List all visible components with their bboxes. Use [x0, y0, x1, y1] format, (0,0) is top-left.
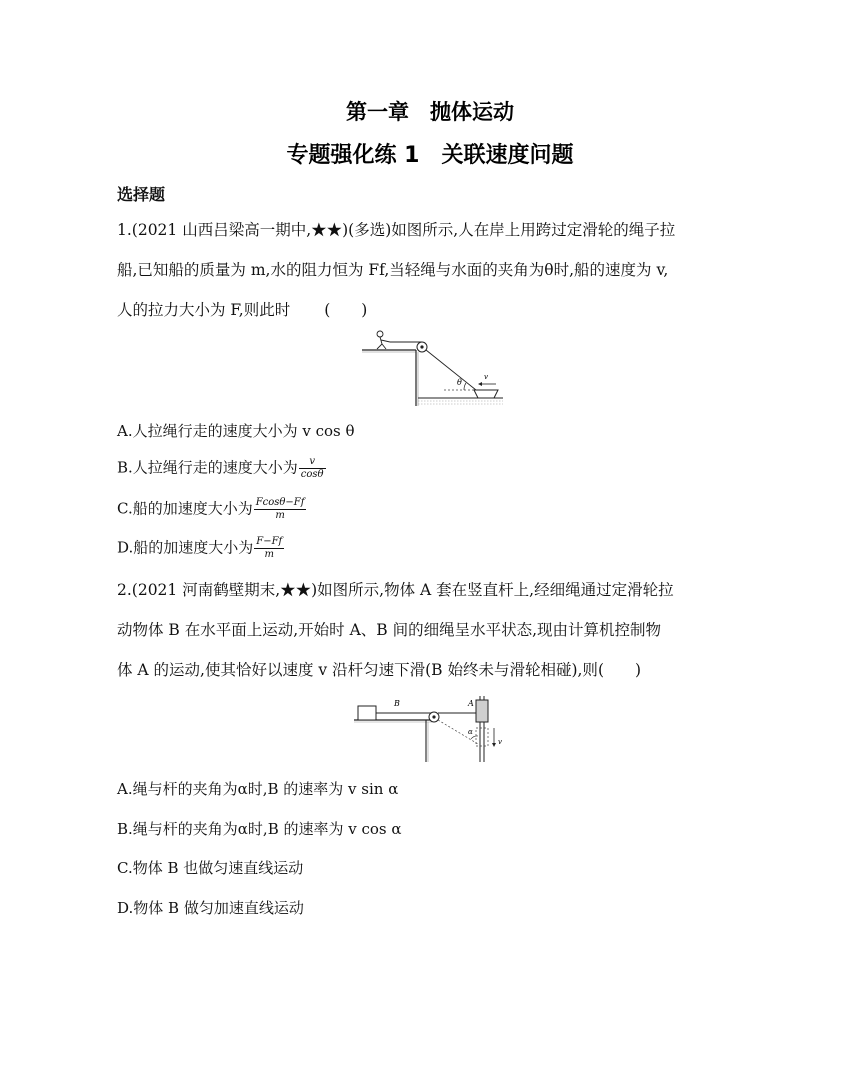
q2-option-b[interactable]: B.绳与杆的夹角为α时,B 的速率为 v cos α	[117, 820, 402, 838]
q1-option-c-fraction	[254, 497, 307, 522]
angle-alpha-label: α	[468, 728, 473, 736]
question-1-line-3-text: 人的拉力大小为 F,则此时	[117, 301, 291, 319]
rod-block-figure	[352, 692, 512, 764]
q1-option-b-text: B.人拉绳行走的速度大小为	[117, 458, 298, 477]
q2-option-c[interactable]: C.物体 B 也做匀速直线运动	[117, 859, 304, 877]
answer-bracket: ( )	[597, 661, 642, 679]
pulley-boat-figure	[360, 328, 505, 410]
fraction-numerator: Fcosθ−Ff	[255, 497, 305, 508]
answer-bracket: ( )	[324, 301, 368, 319]
q1-option-b-fraction	[299, 456, 326, 481]
q1-option-d[interactable]	[117, 536, 284, 561]
q1-option-c[interactable]	[117, 497, 306, 522]
question-2-line-1: 2.(2021 河南鹤壁期末,★★)如图所示,物体 A 套在竖直杆上,经细绳通过定滑轮拉	[117, 581, 674, 599]
fraction-numerator: v	[299, 456, 326, 469]
topic-title: 专题强化练 1 关联速度问题	[286, 143, 574, 168]
velocity-label: v	[484, 373, 488, 381]
question-1-line-1: 1.(2021 山西吕梁高一期中,★★)(多选)如图所示,人在岸上用跨过定滑轮的绳子拉	[117, 221, 676, 239]
question-1-stem	[117, 210, 777, 330]
section-heading: 选择题	[117, 185, 166, 204]
fraction-denominator: cosθ	[300, 469, 324, 480]
q1-option-b[interactable]	[117, 456, 326, 481]
fraction-denominator: m	[275, 510, 285, 521]
velocity-label: v	[498, 738, 502, 746]
block-b-label: B	[394, 699, 400, 708]
question-2-line-3	[117, 650, 777, 690]
question-2-line-2: 动物体 B 在水平面上运动,开始时 A、B 间的细绳呈水平状态,现由计算机控制物	[117, 621, 662, 639]
q1-option-c-text: C.船的加速度大小为	[117, 499, 253, 518]
fraction-denominator: m	[264, 549, 274, 560]
question-2-stem	[117, 570, 777, 690]
q1-option-d-fraction	[254, 536, 284, 561]
question-2-line-3-text: 体 A 的运动,使其恰好以速度 v 沿杆匀速下滑(B 始终未与滑轮相碰),则	[117, 661, 598, 679]
q2-option-a[interactable]: A.绳与杆的夹角为α时,B 的速率为 v sin α	[117, 780, 399, 798]
q1-option-d-text: D.船的加速度大小为	[117, 538, 254, 557]
fraction-numerator: F−Ff	[256, 536, 283, 547]
question-1-line-3	[117, 290, 777, 330]
angle-theta-label: θ	[457, 378, 462, 387]
question-1-line-2: 船,已知船的质量为 m,水的阻力恒为 Ff,当轻绳与水面的夹角为θ时,船的速度为 v,	[117, 261, 669, 279]
q2-option-d[interactable]: D.物体 B 做匀加速直线运动	[117, 899, 304, 917]
chapter-title: 第一章 抛体运动	[346, 100, 514, 124]
block-a-label: A	[468, 699, 474, 708]
q1-option-a[interactable]: A.人拉绳行走的速度大小为 v cos θ	[117, 422, 355, 440]
